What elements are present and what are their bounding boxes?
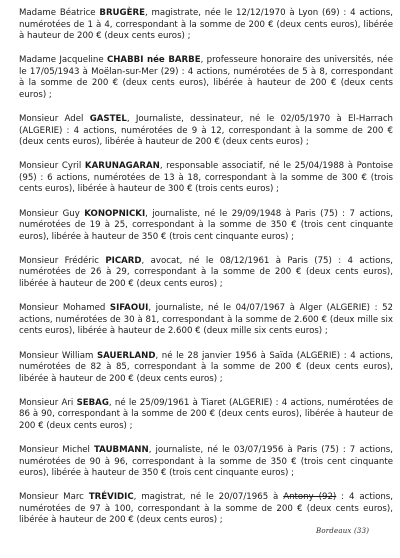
shareholder-entry-last <box>19 492 393 527</box>
shareholder-prefix: Monsieur Marc <box>19 492 89 503</box>
shareholder-prefix: Monsieur Adel <box>19 114 90 125</box>
shareholder-details-before: , magistrat, né le 20/07/1965 à <box>133 492 284 503</box>
shareholder-entry <box>19 351 393 386</box>
shareholder-prefix: Monsieur Cyril <box>19 161 85 172</box>
shareholder-details: , journaliste, né le 03/07/1956 à Paris (75) : 7 actions, numérotées de 90 à 96, correspondant à la somme de 350 € (trois cent cinquante euros), libérée à hauteur de 350 € (trois cent cinquante euros) ; <box>19 445 393 479</box>
shareholder-surname: SAUERLAND <box>96 350 156 361</box>
shareholder-prefix: Monsieur Mohamed <box>19 303 110 314</box>
shareholder-surname: TRÉVIDIC <box>88 492 134 503</box>
shareholder-surname: GASTEL <box>89 114 127 125</box>
shareholder-surname: KONOPNICKI <box>84 208 146 219</box>
shareholder-prefix: Monsieur Guy <box>19 208 85 219</box>
shareholder-surname: KARUNAGARAN <box>84 161 160 172</box>
shareholder-details: , Journaliste, dessinateur, né le 02/05/1970 à El-Harrach (ALGERIE) : 4 actions, numérotées de 9 à 12, correspondant à la somme de 200 € (deux cents euros), libérée à hauteur de 200 € (deux cents euros) ; <box>19 114 394 148</box>
shareholder-details: , né le 25/09/1961 à Tiaret (ALGERIE) : 4 actions, numérotées de 86 à 90, correspondant à la somme de 200 € (deux cents euros), libérée à hauteur de 200 € (deux cents euros) ; <box>19 397 393 431</box>
shareholder-details: , né le 28 janvier 1956 à Saïda (ALGERIE) : 4 actions, numérotées de 82 à 85, correspondant à la somme de 200 € (deux cents euros), libérée à hauteur de 200 € (deux cents euros) ; <box>19 350 393 384</box>
shareholder-entry <box>19 398 393 433</box>
shareholder-surname: SEBAG <box>76 397 109 408</box>
shareholder-details: , journaliste, né le 29/09/1948 à Paris (75) : 7 actions, numérotées de 19 à 25, correspondant à la somme de 350 € (trois cent cinquante euros), libérée à hauteur de 350 € (trois cent cinquante euros) ; <box>19 208 393 242</box>
shareholder-entry <box>19 161 393 196</box>
shareholder-entry <box>19 8 393 43</box>
shareholder-surname: PICARD <box>105 255 142 266</box>
shareholder-surname: BRUGÈRE <box>99 8 145 18</box>
shareholder-entry <box>19 256 393 291</box>
shareholder-details: , journaliste, né le 04/07/1967 à Alger (ALGERIE) : 52 actions, numérotées de 30 à 81, correspondant à la somme de 2.600 € (deux mille six cents euros), libérée à hauteur de 2.600 € (deux mille six cents euros) ; <box>19 303 394 337</box>
shareholder-entry <box>19 55 393 101</box>
shareholder-surname: SIFAOUI <box>109 303 149 314</box>
shareholder-details: , avocat, né le 08/12/1961 à Paris (75) : 4 actions, numérotées de 26 à 29, correspondant à la somme de 200 € (deux cents euros), libérée à hauteur de 200 € (deux cents euros) ; <box>19 255 393 289</box>
shareholder-list <box>19 8 393 540</box>
shareholder-prefix: Monsieur William <box>19 350 97 361</box>
shareholder-entry <box>19 303 393 338</box>
shareholder-entry <box>19 209 393 244</box>
shareholder-details: , responsable associatif, né le 25/04/1988 à Pontoise (95) : 6 actions, numérotées de 13 à 18, correspondant à la somme de 300 € (trois cents euros), libérée à hauteur de 300 € (trois cents euros) ; <box>19 161 394 195</box>
shareholder-prefix: Monsieur Michel <box>19 445 94 456</box>
shareholder-prefix: Madame Jacqueline <box>19 55 107 66</box>
struck-birthplace: Antony (92) <box>283 492 337 503</box>
shareholder-details: , magistrate, née le 12/12/1970 à Lyon (69) : 4 actions, numérotées de 1 à 4, correspondant à la somme de 200 € (deux cents euros), libérée à hauteur de 200 € (deux cents euros) ; <box>19 8 393 41</box>
shareholder-prefix: Monsieur Ari <box>19 397 77 408</box>
shareholder-surname: CHABBI née BARBE <box>106 55 201 66</box>
shareholder-details: , professeure honoraire des universités, née le 17/05/1943 à Moëlan-sur-Mer (29) : 4 actions, numérotées de 5 à 8, correspondant à la somme de 200 € (deux cents euros), libérée à hauteur de 200 € (deux cents euros) ; <box>19 55 394 100</box>
shareholder-entry <box>19 114 393 149</box>
shareholder-surname: TAUBMANN <box>93 445 149 456</box>
shareholder-prefix: Madame Béatrice <box>19 8 100 18</box>
shareholder-prefix: Monsieur Frédéric <box>19 255 106 266</box>
shareholder-entry <box>19 445 393 480</box>
shareholder-details-after: : 4 actions, numérotées de 97 à 100, correspondant à la somme de 200 € (deux cents euros), libérée à hauteur de 200 € (deux cents euros) ; <box>19 492 393 526</box>
handwritten-correction: Bordeaux (33) <box>316 527 370 535</box>
